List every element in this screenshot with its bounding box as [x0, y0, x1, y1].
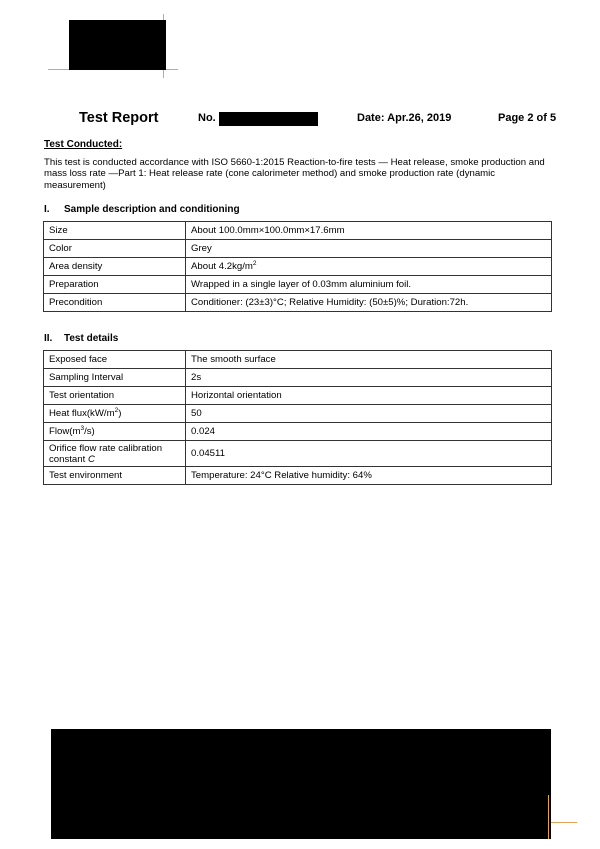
flow-label: Flow(m — [49, 426, 81, 437]
row-label: Test environment — [44, 467, 186, 485]
table-row — [44, 467, 552, 485]
row-value: 2s — [186, 369, 552, 387]
redacted-logo — [69, 20, 166, 70]
heat-flux-label-end: ) — [118, 408, 122, 419]
test-details-table — [43, 350, 552, 485]
redacted-footer — [51, 729, 551, 839]
table-row — [44, 369, 552, 387]
crop-mark-bottom-horizontal — [551, 822, 577, 823]
superscript: 2 — [114, 406, 119, 414]
row-label — [44, 441, 186, 467]
heat-flux-label: Heat flux(kW/m — [49, 408, 115, 419]
row-value: 0.024 — [186, 423, 552, 441]
section-1-number: I. — [44, 204, 50, 215]
table-row — [44, 222, 552, 240]
row-value: Grey — [186, 240, 552, 258]
redacted-report-number — [219, 112, 318, 126]
row-label — [44, 423, 186, 441]
row-value: About 100.0mm×100.0mm×17.6mm — [186, 222, 552, 240]
row-value: 0.04511 — [186, 441, 552, 467]
section-2-heading — [44, 333, 118, 344]
crop-mark-bottom-vertical — [548, 795, 549, 839]
row-value: Horizontal orientation — [186, 387, 552, 405]
row-value: Conditioner: (23±3)°C; Relative Humidity: (50±5)%; Duration:72h. — [186, 294, 552, 312]
table-row — [44, 258, 552, 276]
table-row — [44, 405, 552, 423]
table-row — [44, 423, 552, 441]
row-label: Size — [44, 222, 186, 240]
table-row — [44, 276, 552, 294]
row-value — [186, 258, 552, 276]
sample-description-table — [43, 221, 552, 312]
row-label: Test orientation — [44, 387, 186, 405]
row-value: The smooth surface — [186, 351, 552, 369]
table-row — [44, 351, 552, 369]
test-conducted-text: This test is conducted accordance with ISO 5660-1:2015 Reaction-to-fire tests — Heat release, smoke production and mass loss rate —Part 1: Heat release rate (cone calorimeter method) and smoke production rate (dynamic measurement) — [44, 157, 545, 191]
table-row — [44, 387, 552, 405]
report-title: Test Report — [79, 110, 159, 126]
section-1-title: Sample description and conditioning — [64, 204, 240, 215]
flow-label-end: /s) — [84, 426, 95, 437]
section-2-number: II. — [44, 333, 53, 344]
orifice-label-line1: Orifice flow rate calibration — [49, 442, 163, 454]
row-label: Sampling Interval — [44, 369, 186, 387]
row-value: Temperature: 24°C Relative humidity: 64% — [186, 467, 552, 485]
section-2-title: Test details — [64, 333, 119, 344]
row-label: Preparation — [44, 276, 186, 294]
row-value: 50 — [186, 405, 552, 423]
orifice-constant-variable: C — [87, 453, 95, 465]
page-number: Page 2 of 5 — [498, 112, 557, 124]
row-value: Wrapped in a single layer of 0.03mm aluminium foil. — [186, 276, 552, 294]
report-number-label: No. — [198, 112, 216, 124]
row-label — [44, 405, 186, 423]
superscript: 3 — [80, 424, 85, 432]
row-label: Precondition — [44, 294, 186, 312]
superscript: 2 — [252, 259, 257, 267]
area-density-value: About 4.2kg/m — [191, 261, 253, 272]
test-conducted-heading: Test Conducted: — [44, 139, 123, 150]
row-label: Area density — [44, 258, 186, 276]
table-row — [44, 441, 552, 467]
table-row — [44, 294, 552, 312]
row-label: Exposed face — [44, 351, 186, 369]
table-row — [44, 240, 552, 258]
report-date: Date: Apr.26, 2019 — [357, 112, 452, 124]
orifice-label-line2: constant — [49, 453, 88, 465]
section-1-heading — [44, 204, 240, 215]
row-label: Color — [44, 240, 186, 258]
